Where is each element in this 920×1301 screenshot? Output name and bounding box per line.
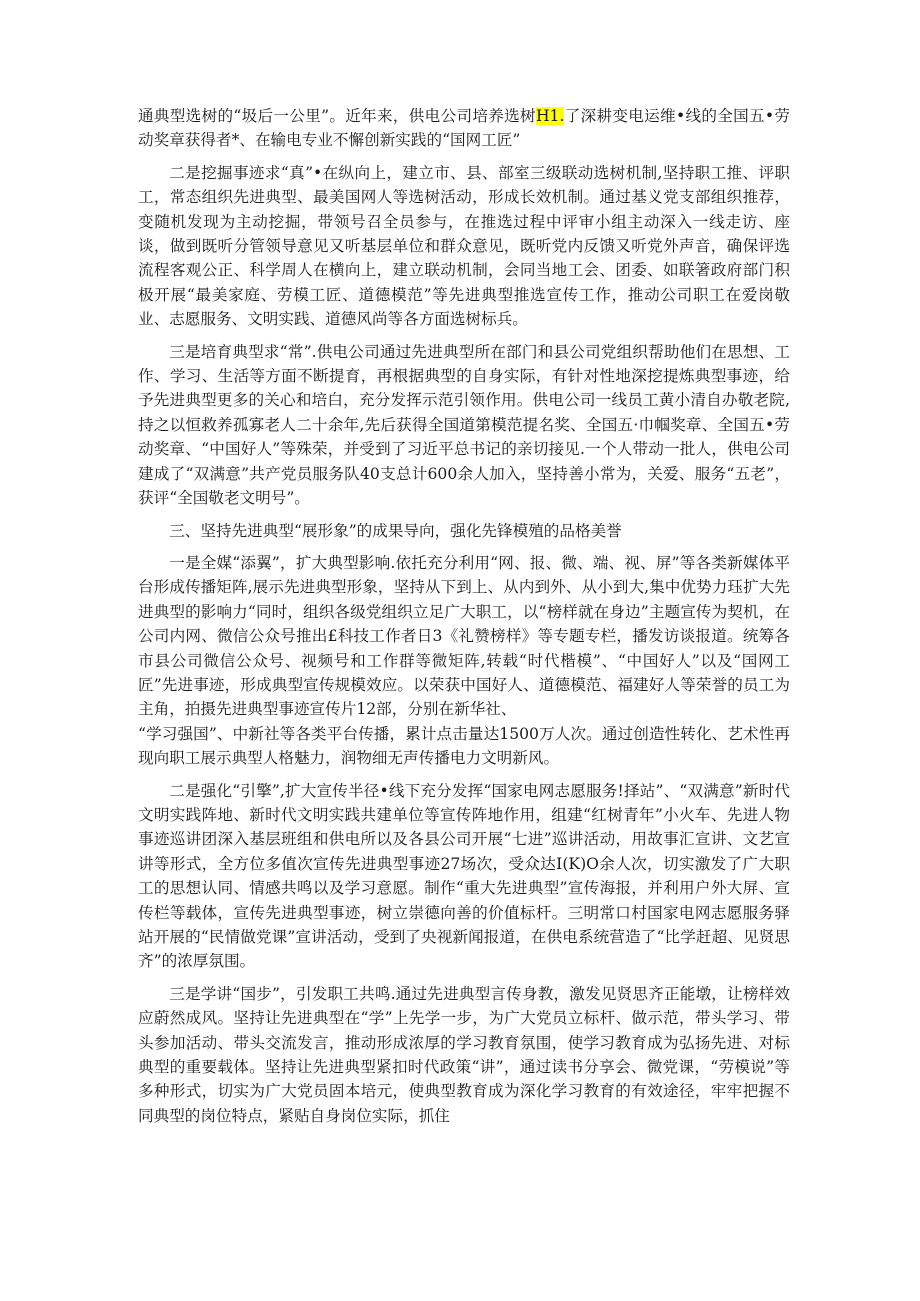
document-body bbox=[138, 104, 790, 1128]
paragraph-2: 二是挖掘事迹求“真”•在纵向上，建立市、县、部室三级联动选树机制,坚持职工推、评职工，常态组织先进典型、最美国网人等选树活动，形成长效机制。通过基义党支部组织推荐，变随机发现为主动挖掘，带领号召全员参与，在推选过程中评审小组主动深入一线走访、座谈，做到既听分管领导意见又听基层单位和群众意见，既听党内反馈又听党外声音，确保评选流程客观公正、科学周人在横向上，建立联动机制，会同当地工会、团委、如联箸政府部门积极开展“最美家庭、劳模工匠、道德模范”等先进典型推选宣传工作，推动公司职工在爱岗敬业、志愿服务、文明实践、道德风尚等各方面选树标兵。 bbox=[138, 163, 790, 329]
paragraph-8: 三是学讲“国步”，引发职工共鸣.通过先进典型言传身教，激发见贤思齐正能墩，让榜样效应蔚然成风。坚持让先进典型在“学”上先学一步，为广大党员立标杆、做示范，带头学习、带头参加活动、带头交流发言，推动形成浓厚的学习教育氛围，使学习教育成为弘扬先进、对标典型的重要载体。坚持让先进典型紧扣时代政策“讲”，通过读书分享会、微党课，“劳模说”等多种形式，切实为广大党员固本培元，使典型教育成为深化学习教育的有效途径，牢牢把握不同典型的岗位特点，紧贴自身岗位实际，抓住 bbox=[138, 984, 790, 1125]
paragraph-1 bbox=[138, 104, 790, 153]
section-heading-3: 三、坚持先进典型“展形象”的成果导向，强化先锋模殖的品格美誉 bbox=[169, 521, 622, 540]
highlighted-text: H1. bbox=[535, 107, 565, 125]
paragraph-3: 三是培育典型求“常”.供电公司通过先进典型所在部门和县公司党组织帮助他们在思想、工作、学习、生活等方面不断提育，再根据典型的自身实际，有针对性地深挖提炼典型事迹，给予先进典型更多的关心和培白，充分发挥示范引领作用。供电公司一线员工黄小清自办敬老院,持之以恒救养孤寡老人二十余年,先后获得全国道第模范提名奖、全国五·巾帼奖章、全国五•劳动奖章、“中国好人”等殊荣，并受到了习近平总书记的亲切接见.一个人带动一批人，供电公司建成了“双满意”共产党员服务队40支总计600余人加入，坚持善小常为，关爱、服务“五老”，获评“全国敬老文明号”。 bbox=[138, 342, 790, 508]
paragraph-5: 一是全媒“添翼”，扩大典型影响.依托充分利用“网、报、微、端、视、屏”等各类新媒体平台形成传播矩阵,展示先进典型形象，坚持从下到上、从内到外、从小到大,集中优势力珏扩大先进典型的影响力“同时，组织各级党组织立足广大职工，以“榜样就在身边”主题宣传为契机，在公司内网、微信公众号推出£科技工作者日3《礼赞榜样》等专题专栏，播发访谈报道。统筹各市县公司微信公众号、视频号和工作群等微矩阵,转载“时代楷模”、“中国好人”以及“国网工匠”先进事迹，形成典型宣传规模效应。以荣获中国好人、道德模范、福建好人等荣誉的员工为主角，拍摄先进典型事迹宣传片12部，分别在新华社、 bbox=[138, 553, 790, 719]
paragraph-1-after: 了深耕变电运维•线的全国五•劳动奖章获得者*、在输电专业不懈创新实践的“国网工匠” bbox=[138, 107, 790, 150]
paragraph-7: 二是强化“引擎”,扩大宣传半径•线下充分发挥“国家电网志愿服务!择站”、“双满意”新时代文明实践阵地、新时代文明实践共建单位等宣传阵地作用，组建“红树青年”小火车、先进人物事迹巡讲团深入基层班组和供电所以及各县公司开展“七进”巡讲活动，用故事汇宣讲、文艺宣讲等形式，全方位多值次宣传先进典型事迹27场次，受众达I(K)O余人次，切实激发了广大职工的思想认同、情感共鸣以及学习意愿。制作“重大先进典型”宣传海报，并利用户外大屏、宣传栏等载体，宣传先进典型事迹，树立崇德向善的价值标杆。三明常口村国家电网志愿服务驿站开展的“民情做党课”宣讲活动，受到了央视新闻报道，在供电系统营造了“比学赶超、见贤思齐”的浓厚氛围。 bbox=[138, 781, 790, 971]
paragraph-1-before: 通典型选树的“圾后一公里”。近年来，供电公司培养选树 bbox=[138, 107, 536, 125]
paragraph-6: “学习强国”、中新社等各类平台传播，累计点击量达1500万人次。通过创造性转化、艺术性再现向职工展示典型人格魅力，润物细无声传播电力文明新风。 bbox=[138, 724, 790, 768]
